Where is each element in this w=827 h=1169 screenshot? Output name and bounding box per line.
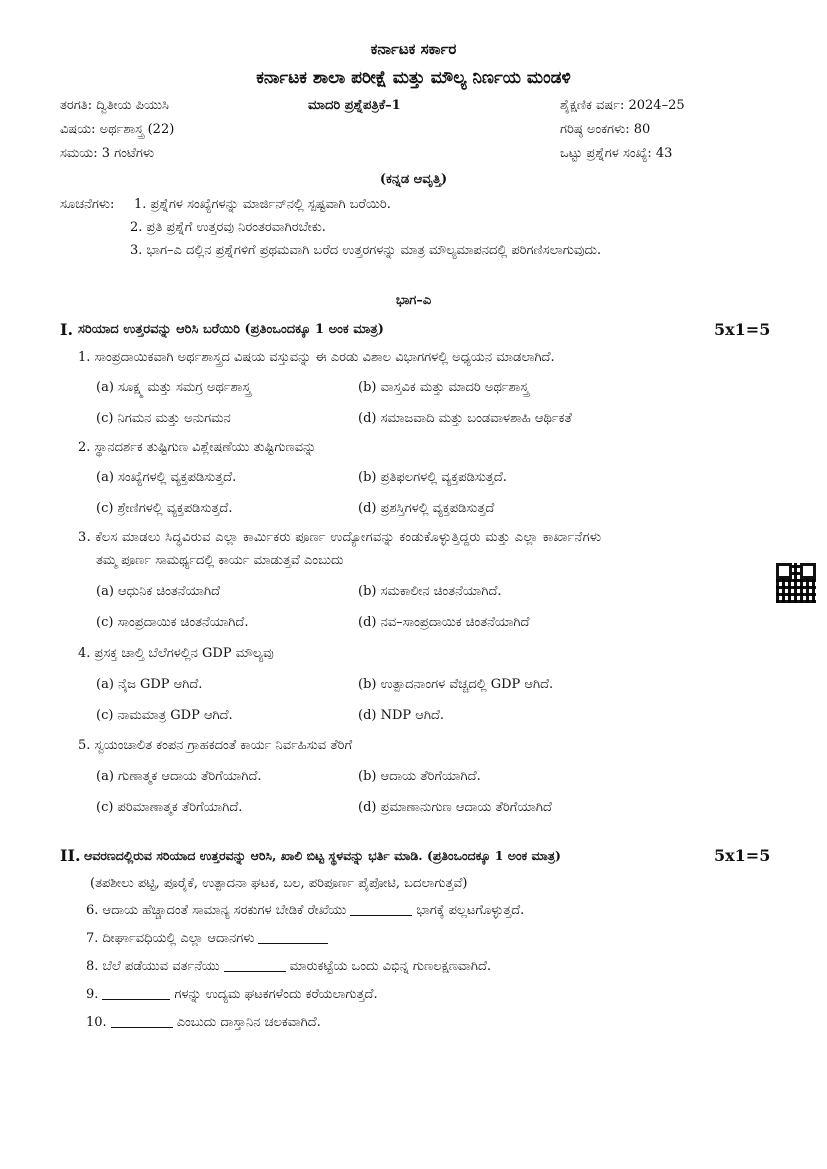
fill-blank-text: ಗಳನ್ನು ಉದ್ಯಮ ಘಟಕಗಳೆಂದು ಕರೆಯಲಾಗುತ್ತದೆ. — [174, 987, 378, 1002]
answer-blank[interactable] — [224, 971, 286, 972]
option-d: (d) ಪ್ರಶಸ್ತಿಗಳಲ್ಲಿ ವ್ಯಕ್ತಪಡಿಸುತ್ತದೆ — [358, 501, 495, 516]
instruction-item: 3. ಭಾಗ–ಎ ದಲ್ಲಿನ ಪ್ರಶ್ನೆಗಳಿಗೆ ಪ್ರಥಮವಾಗಿ ಬರೆದ ಉತ್ತರಗಳನ್ನು ಮಾತ್ರ ಮೌಲ್ಯಮಾಪನದಲ್ಲಿ ಪರಿಗಣಿಸಲಾಗುವುದು. — [130, 243, 602, 258]
instructions-label: ಸೂಚನೆಗಳು: — [60, 197, 115, 212]
fill-blank-text: 9. — [86, 987, 99, 1002]
fill-blank-text: 7. ದೀರ್ಘಾವಧಿಯಲ್ಲಿ ಎಲ್ಲಾ ಆದಾನಗಳು — [86, 931, 255, 946]
option-b: (b) ವಾಸ್ತವಿಕ ಮತ್ತು ಮಾದರಿ ಅರ್ಥಶಾಸ್ತ್ರ — [358, 380, 529, 395]
fill-blank-text: 8. ಬೆಲೆ ಪಡೆಯುವ ವರ್ತನೆಯು — [86, 959, 220, 974]
option-c: (c) ಪರಿಮಾಣಾತ್ಮಕ ತೆರಿಗೆಯಾಗಿದೆ. — [96, 800, 243, 815]
version-label: (ಕನ್ನಡ ಆವೃತ್ತಿ) — [379, 172, 448, 187]
question-text-cont: ತಮ್ಮ ಪೂರ್ಣ ಸಾಮರ್ಥ್ಯದಲ್ಲಿ ಕಾರ್ಯ ಮಾಡುತ್ತವೆ ಎಂಬುದು — [96, 553, 344, 568]
qr-code-icon — [776, 563, 816, 603]
fill-blank-item — [86, 959, 491, 974]
option-b: (b) ಉತ್ಪಾದನಾಂಗಳ ವೆಚ್ಚದಲ್ಲಿ GDP ಆಗಿದೆ. — [358, 677, 554, 692]
fill-blank-item — [86, 1015, 321, 1030]
option-c: (c) ಸಾಂಪ್ರದಾಯಿಕ ಚಿಂತನೆಯಾಗಿದೆ. — [96, 615, 249, 630]
max-marks: ಗರಿಷ್ಠ ಅಂಕಗಳು: 80 — [560, 122, 651, 137]
answer-blank[interactable] — [258, 943, 328, 944]
option-d: (d) ಸಮಾಜವಾದಿ ಮತ್ತು ಬಂಡವಾಳಶಾಹಿ ಆರ್ಥಿಕತೆ — [358, 411, 572, 426]
option-a: (a) ಸಂಖ್ಯೆಗಳಲ್ಲಿ ವ್ಯಕ್ತಪಡಿಸುತ್ತದೆ. — [96, 470, 237, 485]
answer-blank[interactable] — [350, 915, 412, 916]
fill-blank-text: 10. — [86, 1015, 107, 1030]
fill-blank-text: 6. ಆದಾಯ ಹೆಚ್ಚಾದಂತೆ ಸಾಮಾನ್ಯ ಸರಕುಗಳ ಬೇಡಿಕೆ ರೇಖೆಯು — [86, 903, 347, 918]
answer-blank[interactable] — [102, 999, 170, 1000]
question-text: 5. ಸ್ವಯಂಚಾಲಿತ ಕಂಪನ ಗ್ರಾಹಕದಂತೆ ಕಾರ್ಯ ನಿರ್ವಹಿಸುವ ತೆರಿಗೆ — [78, 738, 353, 753]
section-number: I. — [60, 320, 74, 339]
board-title: ಕರ್ನಾಟಕ ಶಾಲಾ ಪರೀಕ್ಷೆ ಮತ್ತು ಮೌಲ್ಯ ನಿರ್ಣಯ ಮಂಡಳಿ — [256, 68, 571, 88]
govt-title: ಕರ್ನಾಟಕ ಸರ್ಕಾರ — [370, 40, 457, 58]
options-list: (ತಪಶೀಲು ಪಟ್ಟಿ, ಪೂರೈಕೆ, ಉತ್ಪಾದನಾ ಘಟಕ, ಬಲ, ಪರಿಪೂರ್ಣ ಪೈಪೋಟಿ, ಬದಲಾಗುತ್ತವೆ) — [90, 876, 468, 891]
option-c: (c) ನಿಗಮನ ಮತ್ತು ಅನುಗಮನ — [96, 411, 231, 426]
section-marks: 5x1=5 — [714, 846, 771, 865]
class-label: ತರಗತಿ: ದ್ವಿತೀಯ ಪಿಯುಸಿ — [60, 98, 169, 113]
option-d: (d) NDP ಆಗಿದೆ. — [358, 708, 445, 723]
fill-blank-item — [86, 903, 524, 918]
fill-blank-text: ಎಂಬುದು ದಾಸ್ತಾನಿನ ಚಲಕವಾಗಿದೆ. — [176, 1015, 321, 1030]
question-text: 4. ಪ್ರಸಕ್ತ ಚಾಲ್ತಿ ಬೆಲೆಗಳಲ್ಲಿನ GDP ಮೌಲ್ಯವು — [78, 646, 274, 661]
question-text: 2. ಸ್ಥಾನದರ್ಶಕ ತುಷ್ಟಿಗುಣ ವಿಶ್ಲೇಷಣೆಯು ತುಷ್ಟಿಗುಣವನ್ನು — [78, 440, 317, 455]
fill-blank-text: ಭಾಗಕ್ಕೆ ಪಲ್ಲಟಗೊಳ್ಳುತ್ತದೆ. — [416, 903, 525, 918]
instruction-item: 1. ಪ್ರಶ್ನೆಗಳ ಸಂಖ್ಯೆಗಳನ್ನು ಮಾರ್ಜಿನ್‌ನಲ್ಲಿ ಸ್ಪಷ್ಟವಾಗಿ ಬರೆಯಿರಿ. — [134, 197, 391, 212]
fill-blank-text: ಮಾರುಕಟ್ಟೆಯ ಒಂದು ವಿಭಿನ್ನ ಗುಣಲಕ್ಷಣವಾಗಿದೆ. — [289, 959, 492, 974]
option-b: (b) ಸಮಕಾಲೀನ ಚಿಂತನೆಯಾಗಿದೆ. — [358, 584, 502, 599]
option-a: (a) ಗುಣಾತ್ಮಕ ಆದಾಯ ತೆರಿಗೆಯಾಗಿದೆ. — [96, 769, 262, 784]
time-label: ಸಮಯ: 3 ಗಂಟೆಗಳು — [60, 146, 155, 161]
option-a: (a) ಆಧುನಿಕ ಚಿಂತನೆಯಾಗಿದೆ — [96, 584, 221, 599]
section-marks: 5x1=5 — [714, 320, 771, 339]
section-number: II. — [60, 846, 81, 865]
option-c: (c) ಶ್ರೇಣಿಗಳಲ್ಲಿ ವ್ಯಕ್ತಪಡಿಸುತ್ತದೆ. — [96, 501, 233, 516]
section-title: ಆವರಣದಲ್ಲಿರುವ ಸರಿಯಾದ ಉತ್ತರವನ್ನು ಆರಿಸಿ, ಖಾಲಿ ಬಿಟ್ಟ ಸ್ಥಳವನ್ನು ಭರ್ತಿ ಮಾಡಿ. (ಪ್ರತಿಂಒಂದಕ್ಕೂ 1 ಅಂಕ ಮಾತ್ರ) — [84, 848, 561, 863]
subject-label: ವಿಷಯ: ಅರ್ಥಶಾಸ್ತ್ರ (22) — [60, 122, 175, 137]
answer-blank[interactable] — [111, 1027, 173, 1028]
option-b: (b) ಪ್ರತಿಫಲಗಳಲ್ಲಿ ವ್ಯಕ್ತಪಡಿಸುತ್ತದೆ. — [358, 470, 507, 485]
option-a: (a) ಸೂಕ್ಷ್ಮ ಮತ್ತು ಸಮಗ್ರ ಅರ್ಥಶಾಸ್ತ್ರ — [96, 380, 251, 395]
section-title: ಸರಿಯಾದ ಉತ್ತರವನ್ನು ಆರಿಸಿ ಬರೆಯಿರಿ (ಪ್ರತಿಂಒಂದಕ್ಕೂ 1 ಅಂಕ ಮಾತ್ರ) — [78, 322, 384, 337]
paper-title: ಮಾದರಿ ಪ್ರಶ್ನೆಪತ್ರಿಕೆ–1 — [308, 98, 401, 113]
option-d: (d) ಪ್ರಮಾಣಾನುಗುಣ ಆದಾಯ ತೆರಿಗೆಯಾಗಿದೆ — [358, 800, 552, 815]
fill-blank-item — [86, 931, 332, 946]
instruction-item: 2. ಪ್ರತಿ ಪ್ರಶ್ನೆಗೆ ಉತ್ತರವು ನಿರಂತರವಾಗಿರಬೇಕು. — [130, 220, 326, 235]
option-b: (b) ಆದಾಯ ತೆರಿಗೆಯಾಗಿದೆ. — [358, 769, 481, 784]
total-questions: ಒಟ್ಟು ಪ್ರಶ್ನೆಗಳ ಸಂಖ್ಯೆ: 43 — [560, 146, 673, 161]
part-title: ಭಾಗ–ಎ — [395, 293, 432, 308]
academic-year: ಶೈಕ್ಷಣಿಕ ವರ್ಷ: 2024–25 — [560, 98, 685, 113]
question-text: 3. ಕೆಲಸ ಮಾಡಲು ಸಿದ್ಧವಿರುವ ಎಲ್ಲಾ ಕಾರ್ಮಿಕರು ಪೂರ್ಣ ಉದ್ಯೋಗವನ್ನು ಕಂಡುಕೊಳ್ಳುತ್ತಿದ್ದರು ಮತ್ತು ಎಲ್ಲಾ ಕಾರ್ಖಾನೆಗಳು — [78, 530, 602, 545]
question-text: 1. ಸಾಂಪ್ರದಾಯಿಕವಾಗಿ ಅರ್ಥಶಾಸ್ತ್ರದ ವಿಷಯ ವಸ್ತುವನ್ನು ಈ ಎರಡು ವಿಶಾಲ ವಿಭಾಗಗಳಲ್ಲಿ ಅಧ್ಯಯನ ಮಾಡಲಾಗಿದೆ. — [78, 350, 555, 365]
option-c: (c) ನಾಮಮಾತ್ರ GDP ಆಗಿದೆ. — [96, 708, 233, 723]
option-d: (d) ನವ–ಸಾಂಪ್ರದಾಯಿಕ ಚಿಂತನೆಯಾಗಿದೆ — [358, 615, 530, 630]
fill-blank-item — [86, 987, 378, 1002]
option-a: (a) ನೈಜ GDP ಆಗಿದೆ. — [96, 677, 203, 692]
